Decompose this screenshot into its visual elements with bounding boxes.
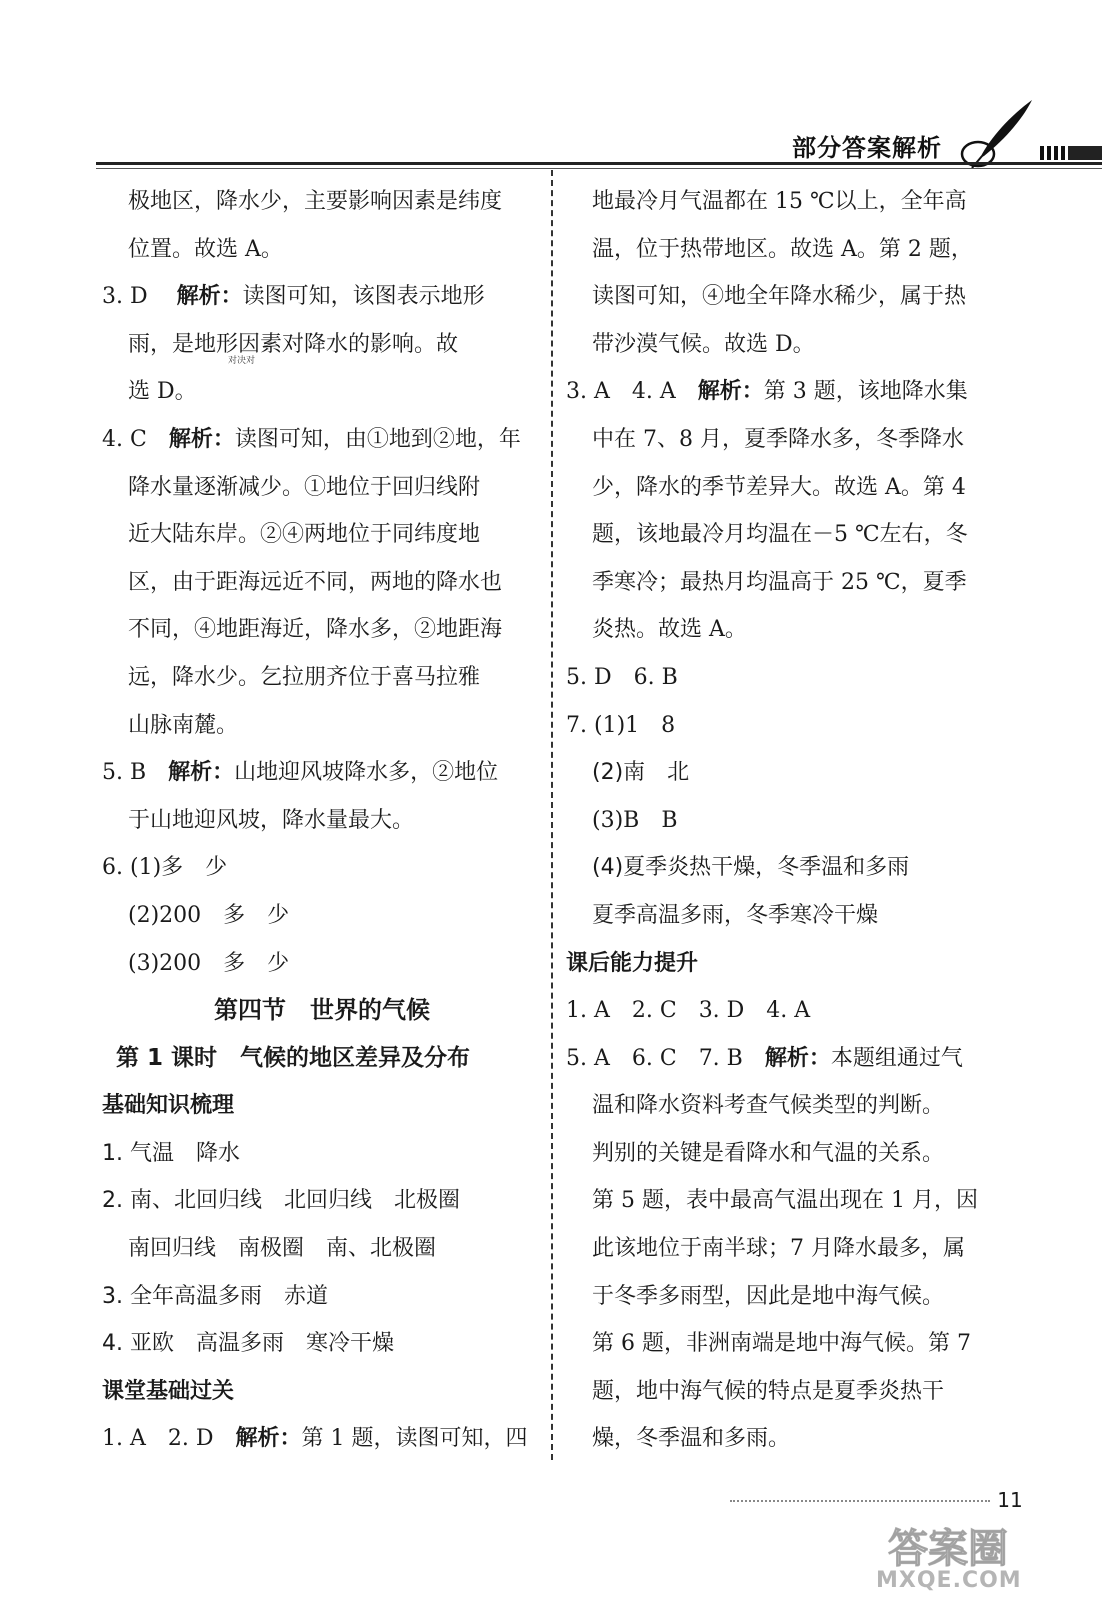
left-line: 第 1 课时 气候的地区差异及分布 xyxy=(116,1044,471,1071)
left-line: 6. (1)多 少 xyxy=(102,855,228,881)
left-line: 1. A 2. D 解析：第 1 题，读图可知，四 xyxy=(102,1426,528,1452)
left-line: 3. D 解析：读图可知，该图表示地形 xyxy=(102,284,485,310)
page-header xyxy=(96,120,1102,170)
right-line: 夏季高温多雨，冬季寒冷干燥 xyxy=(592,902,879,928)
right-line: 季寒冷；最热月均温高于 25 ℃，夏季 xyxy=(592,569,967,595)
right-line: 题，该地最冷月均温在－5 ℃左右，冬 xyxy=(592,522,968,548)
right-line: 1. A 2. C 3. D 4. A xyxy=(566,998,811,1024)
left-line: 课堂基础过关 xyxy=(102,1378,235,1404)
analysis-label: 解析： xyxy=(697,379,764,405)
right-line: 第 6 题，非洲南端是地中海气候。第 7 xyxy=(592,1331,971,1357)
left-line: 5. B 解析：山地迎风坡降水多，②地位 xyxy=(102,760,499,786)
analysis-label: 解析： xyxy=(176,284,243,310)
left-line: 于山地迎风坡，降水量最大。 xyxy=(128,807,415,833)
right-line: 燥，冬季温和多雨。 xyxy=(592,1426,791,1452)
left-line: 第四节 世界的气候 xyxy=(214,996,430,1025)
right-line: (4)夏季炎热干燥，冬季温和多雨 xyxy=(592,855,910,881)
analysis-label: 解析： xyxy=(168,760,235,786)
left-line: (2)200 多 少 xyxy=(128,902,290,928)
left-line: 降水量逐渐减少。①地位于回归线附 xyxy=(128,474,481,500)
footer-dotted-line xyxy=(730,1500,990,1502)
right-line: (2)南 北 xyxy=(592,760,690,786)
left-line: 南回归线 南极圈 南、北极圈 xyxy=(128,1236,437,1262)
left-line: 4. 亚欧 高温多雨 寒冷干燥 xyxy=(102,1331,394,1357)
right-line: 3. A 4. A 解析：第 3 题，该地降水集 xyxy=(566,379,968,405)
quill-pen-icon xyxy=(950,98,1036,172)
right-line: 第 5 题，表中最高气温出现在 1 月，因 xyxy=(592,1188,978,1214)
right-line: 5. D 6. B xyxy=(566,664,678,690)
right-line: 少，降水的季节差异大。故选 A。第 4 xyxy=(592,474,966,500)
left-line: 基础知识梳理 xyxy=(102,1093,235,1119)
right-line: 判别的关键是看降水和气温的关系。 xyxy=(592,1140,945,1166)
page-number: 11 xyxy=(997,1488,1023,1512)
analysis-label: 解析： xyxy=(168,426,235,452)
left-line: 位置。故选 A。 xyxy=(128,236,283,262)
right-line: (3)B B xyxy=(592,807,678,833)
left-line: 山脉南麓。 xyxy=(128,712,239,738)
left-line: 2. 南、北回归线 北回归线 北极圈 xyxy=(102,1188,460,1214)
right-line: 课后能力提升 xyxy=(566,950,699,976)
left-line: 4. C 解析：读图可知，由①地到②地，年 xyxy=(102,426,521,452)
right-line: 题，地中海气候的特点是夏季炎热干 xyxy=(592,1378,945,1404)
left-line: 区，由于距海远近不同，两地的降水也 xyxy=(128,569,503,595)
left-column xyxy=(102,178,542,1463)
right-line: 温和降水资料考查气候类型的判断。 xyxy=(592,1093,945,1119)
left-line: 选 D。 xyxy=(128,379,197,405)
right-column xyxy=(566,178,1016,1463)
left-line: 1. 气温 降水 xyxy=(102,1140,240,1166)
right-line: 于冬季多雨型，因此是地中海气候。 xyxy=(592,1283,945,1309)
right-line: 读图可知，④地全年降水稀少，属于热 xyxy=(592,284,967,310)
left-line: 不同，④地距海近，降水多，②地距海 xyxy=(128,617,503,643)
right-line: 5. A 6. C 7. B 解析：本题组通过气 xyxy=(566,1045,963,1071)
right-line: 中在 7、8 月，夏季降水多，冬季降水 xyxy=(592,426,964,452)
left-line: 3. 全年高温多雨 赤道 xyxy=(102,1283,328,1309)
right-line: 带沙漠气候。故选 D。 xyxy=(592,331,815,357)
left-line: 远，降水少。乞拉朋齐位于喜马拉雅 xyxy=(128,664,481,690)
right-line: 温，位于热带地区。故选 A。第 2 题， xyxy=(592,236,973,262)
decorative-bars-icon xyxy=(1038,144,1102,162)
header-rule xyxy=(96,162,1102,165)
header-rule-thin xyxy=(96,168,1102,169)
left-line: 雨，是地形因素对降水的影响。故 xyxy=(128,331,459,357)
left-line: (3)200 多 少 xyxy=(128,950,290,976)
column-divider xyxy=(551,170,554,1460)
analysis-label: 解析： xyxy=(764,1045,831,1071)
left-line: 极地区，降水少，主要影响因素是纬度 xyxy=(128,189,503,214)
header-title: 部分答案解析 xyxy=(792,134,942,162)
right-line: 地最冷月气温都在 15 ℃以上，全年高 xyxy=(592,189,967,214)
left-line: 近大陆东岸。②④两地位于同纬度地 xyxy=(128,522,481,548)
right-line: 此该地位于南半球；7 月降水最多，属 xyxy=(592,1236,965,1262)
right-line: 7. (1)1 8 xyxy=(566,712,676,738)
watermark-url: MXQE.COM xyxy=(876,1568,1022,1593)
svg-text:答案圈: 答案圈 xyxy=(888,1526,1008,1572)
analysis-label: 解析： xyxy=(235,1426,302,1452)
handwritten-note: 对决对 xyxy=(228,356,256,366)
right-line: 炎热。故选 A。 xyxy=(592,617,747,643)
